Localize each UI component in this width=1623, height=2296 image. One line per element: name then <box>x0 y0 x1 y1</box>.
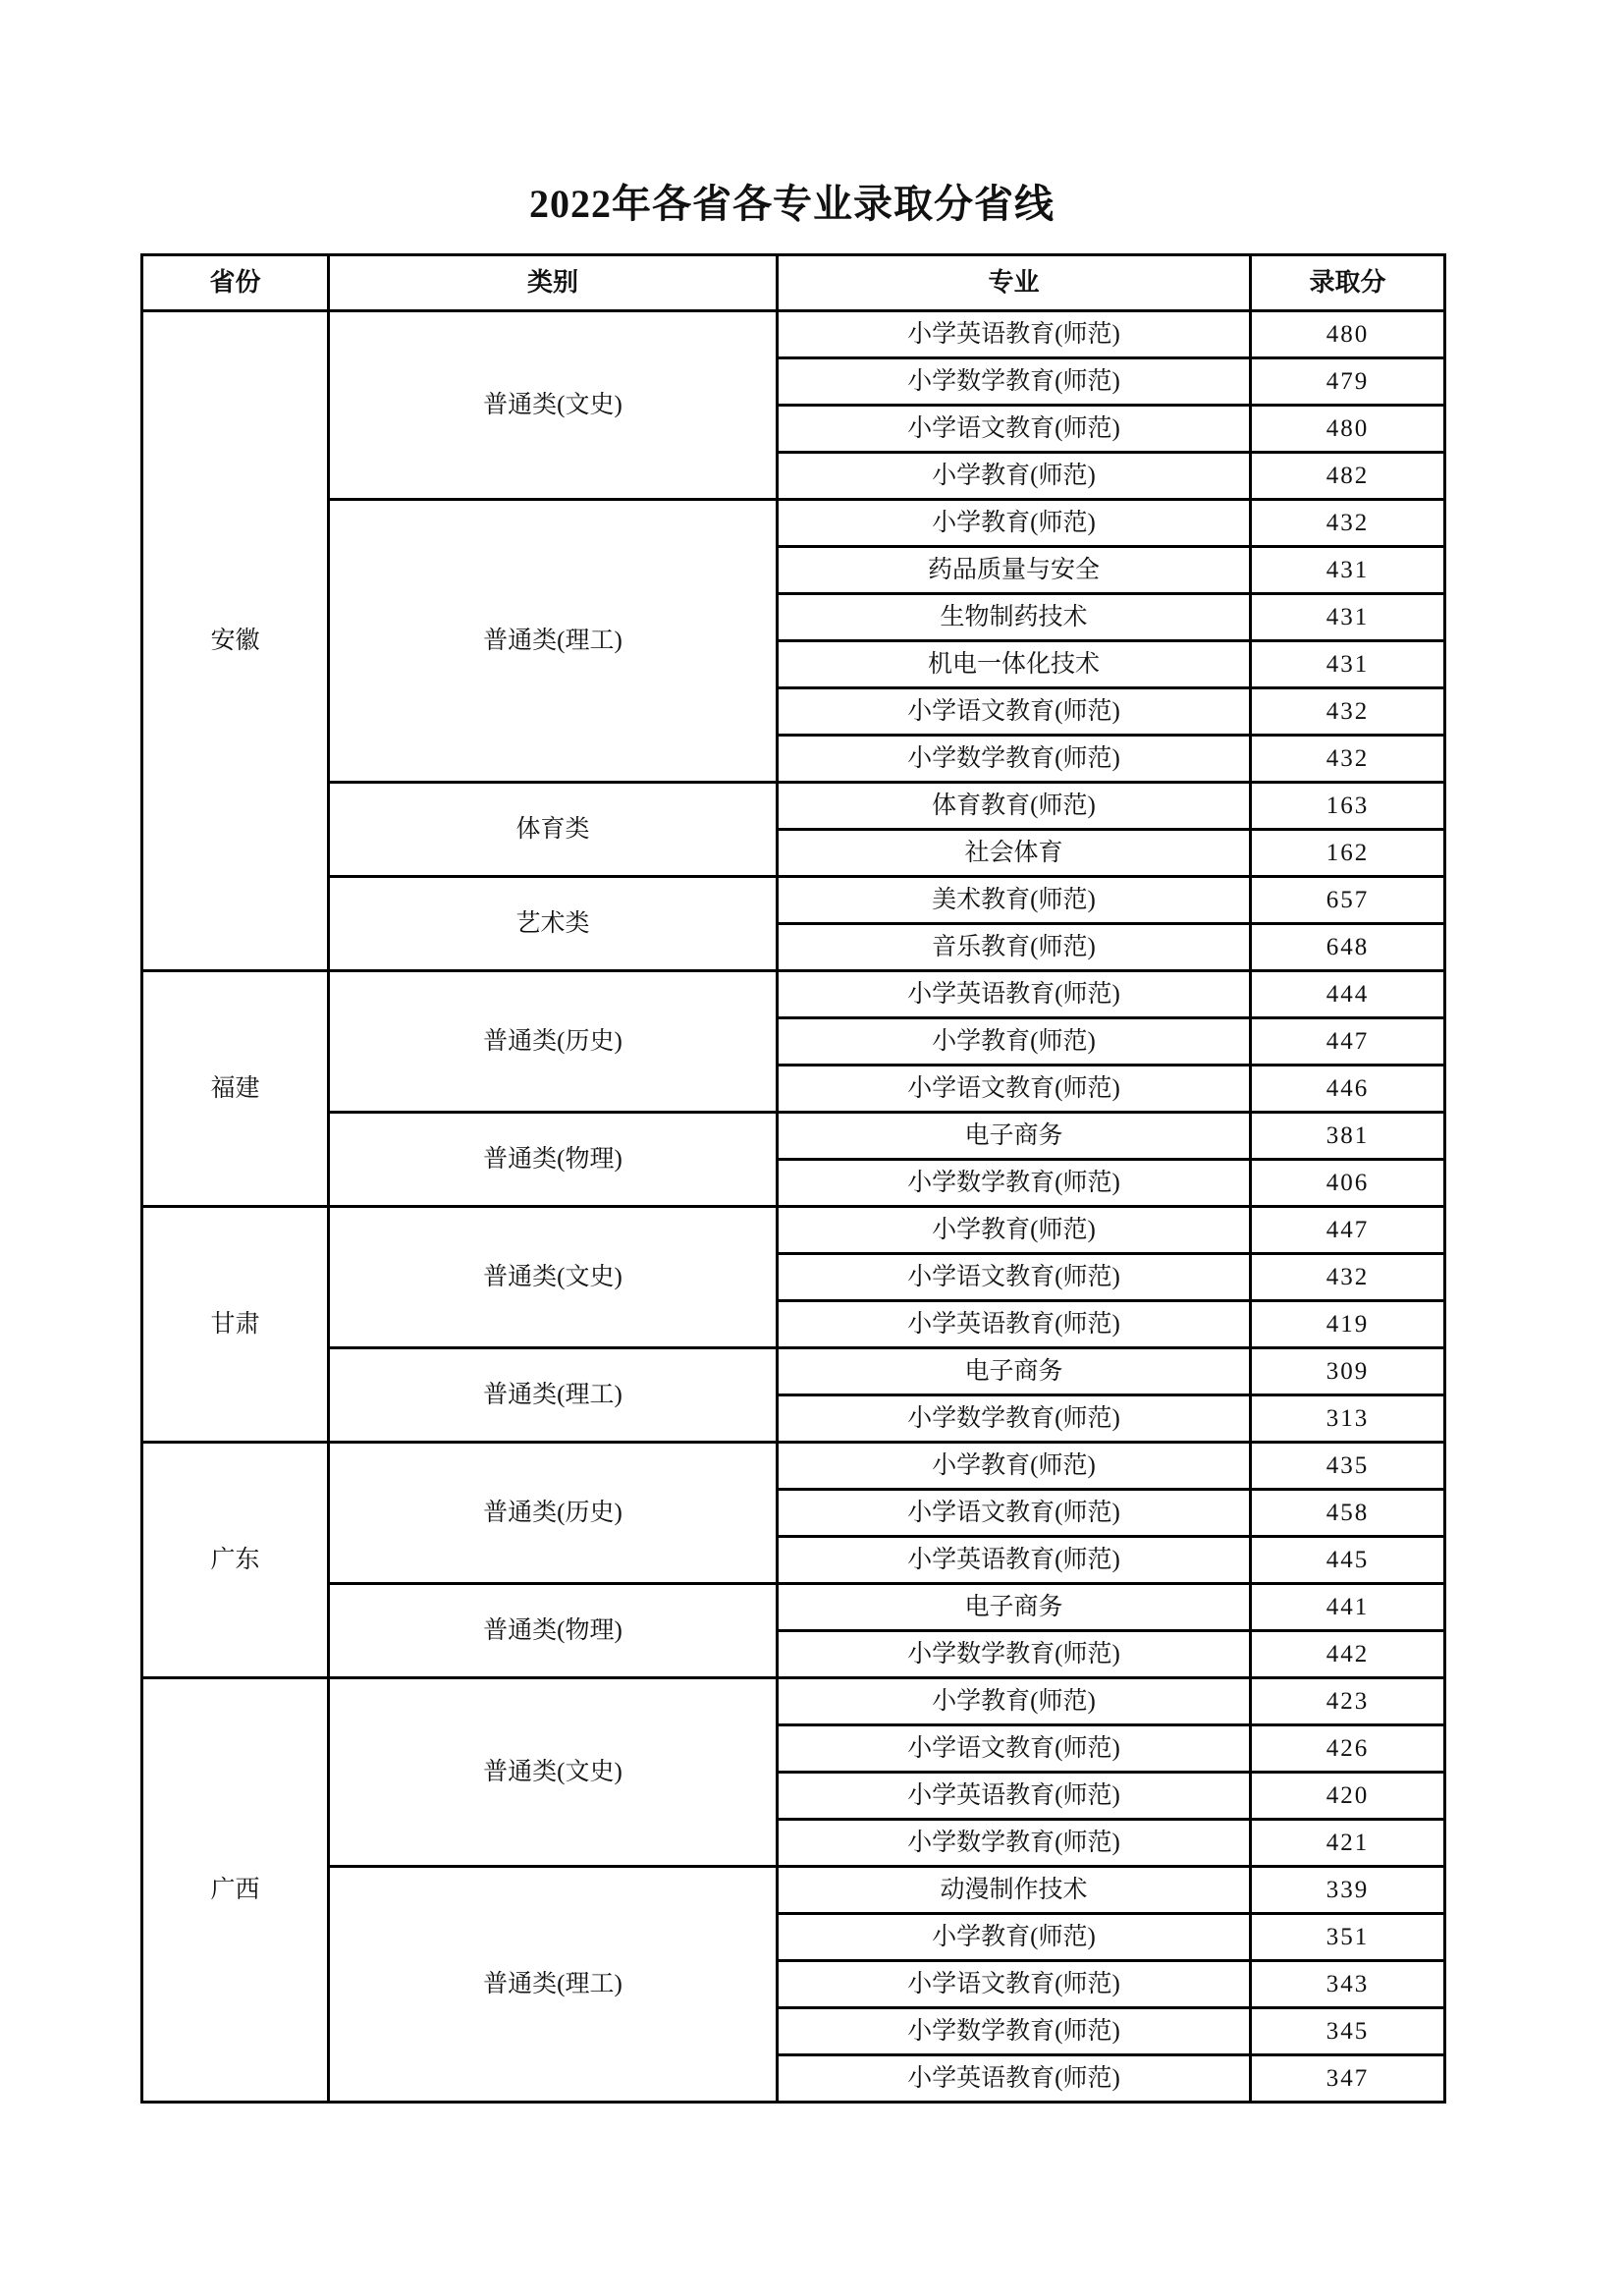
major-cell: 动漫制作技术 <box>778 1867 1251 1914</box>
major-cell: 小学语文教育(师范) <box>778 1066 1251 1113</box>
column-header-major: 专业 <box>778 255 1251 311</box>
major-cell: 电子商务 <box>778 1584 1251 1631</box>
major-cell: 小学教育(师范) <box>778 1443 1251 1490</box>
major-cell: 小学英语教育(师范) <box>778 1773 1251 1820</box>
column-header-province: 省份 <box>142 255 329 311</box>
table-row <box>142 500 1445 547</box>
category-cell: 普通类(理工) <box>329 500 778 783</box>
major-cell: 小学数学教育(师范) <box>778 1820 1251 1867</box>
table-row <box>142 971 1445 1018</box>
major-cell: 小学数学教育(师范) <box>778 1395 1251 1443</box>
score-cell: 432 <box>1251 1254 1445 1301</box>
province-cell: 安徽 <box>142 311 329 971</box>
major-cell: 小学英语教育(师范) <box>778 971 1251 1018</box>
major-cell: 小学语文教育(师范) <box>778 1725 1251 1773</box>
score-cell: 458 <box>1251 1490 1445 1537</box>
score-cell: 426 <box>1251 1725 1445 1773</box>
page-title: 2022年各省各专业录取分省线 <box>529 182 1055 226</box>
score-cell: 435 <box>1251 1443 1445 1490</box>
score-cell: 343 <box>1251 1961 1445 2008</box>
score-cell: 432 <box>1251 736 1445 783</box>
major-cell: 小学语文教育(师范) <box>778 406 1251 453</box>
province-cell: 广东 <box>142 1443 329 1678</box>
table-row <box>142 311 1445 358</box>
score-cell: 406 <box>1251 1160 1445 1207</box>
province-cell: 广西 <box>142 1678 329 2103</box>
major-cell: 小学教育(师范) <box>778 453 1251 500</box>
score-cell: 419 <box>1251 1301 1445 1348</box>
score-cell: 442 <box>1251 1631 1445 1678</box>
table-row <box>142 1113 1445 1160</box>
category-cell: 普通类(理工) <box>329 1867 778 2103</box>
category-cell: 普通类(历史) <box>329 1443 778 1584</box>
score-cell: 423 <box>1251 1678 1445 1725</box>
category-cell: 普通类(文史) <box>329 1207 778 1348</box>
score-cell: 431 <box>1251 641 1445 688</box>
score-cell: 309 <box>1251 1348 1445 1395</box>
table-row <box>142 1207 1445 1254</box>
major-cell: 电子商务 <box>778 1348 1251 1395</box>
major-cell: 小学英语教育(师范) <box>778 311 1251 358</box>
major-cell: 音乐教育(师范) <box>778 924 1251 971</box>
score-cell: 431 <box>1251 594 1445 641</box>
table-header <box>142 255 1445 311</box>
score-cell: 445 <box>1251 1537 1445 1584</box>
score-cell: 657 <box>1251 877 1445 924</box>
category-cell: 艺术类 <box>329 877 778 971</box>
score-cell: 479 <box>1251 358 1445 406</box>
admission-score-table <box>140 253 1446 2104</box>
category-cell: 体育类 <box>329 783 778 877</box>
major-cell: 小学数学教育(师范) <box>778 1160 1251 1207</box>
score-cell: 444 <box>1251 971 1445 1018</box>
province-cell: 甘肃 <box>142 1207 329 1443</box>
score-cell: 482 <box>1251 453 1445 500</box>
score-cell: 345 <box>1251 2008 1445 2055</box>
major-cell: 社会体育 <box>778 830 1251 877</box>
table-row <box>142 1678 1445 1725</box>
major-cell: 小学英语教育(师范) <box>778 1537 1251 1584</box>
category-cell: 普通类(物理) <box>329 1113 778 1207</box>
category-cell: 普通类(理工) <box>329 1348 778 1443</box>
major-cell: 小学数学教育(师范) <box>778 1631 1251 1678</box>
score-cell: 347 <box>1251 2055 1445 2103</box>
major-cell: 小学教育(师范) <box>778 1678 1251 1725</box>
table-row <box>142 783 1445 830</box>
major-cell: 小学语文教育(师范) <box>778 1490 1251 1537</box>
major-cell: 小学数学教育(师范) <box>778 736 1251 783</box>
major-cell: 小学教育(师范) <box>778 1914 1251 1961</box>
score-cell: 432 <box>1251 688 1445 736</box>
major-cell: 小学教育(师范) <box>778 1207 1251 1254</box>
header-row <box>142 255 1445 311</box>
major-cell: 小学语文教育(师范) <box>778 688 1251 736</box>
major-cell: 小学语文教育(师范) <box>778 1254 1251 1301</box>
column-header-category: 类别 <box>329 255 778 311</box>
score-cell: 421 <box>1251 1820 1445 1867</box>
score-cell: 420 <box>1251 1773 1445 1820</box>
major-cell: 小学数学教育(师范) <box>778 358 1251 406</box>
major-cell: 电子商务 <box>778 1113 1251 1160</box>
major-cell: 生物制药技术 <box>778 594 1251 641</box>
major-cell: 小学数学教育(师范) <box>778 2008 1251 2055</box>
score-cell: 432 <box>1251 500 1445 547</box>
score-cell: 351 <box>1251 1914 1445 1961</box>
score-cell: 381 <box>1251 1113 1445 1160</box>
category-cell: 普通类(文史) <box>329 311 778 500</box>
score-cell: 446 <box>1251 1066 1445 1113</box>
table-row <box>142 1584 1445 1631</box>
province-cell: 福建 <box>142 971 329 1207</box>
score-cell: 431 <box>1251 547 1445 594</box>
category-cell: 普通类(物理) <box>329 1584 778 1678</box>
score-cell: 480 <box>1251 406 1445 453</box>
table-row <box>142 1867 1445 1914</box>
major-cell: 小学教育(师范) <box>778 1018 1251 1066</box>
score-cell: 339 <box>1251 1867 1445 1914</box>
score-cell: 480 <box>1251 311 1445 358</box>
score-cell: 163 <box>1251 783 1445 830</box>
score-cell: 447 <box>1251 1207 1445 1254</box>
score-cell: 441 <box>1251 1584 1445 1631</box>
score-cell: 447 <box>1251 1018 1445 1066</box>
table-body <box>142 311 1445 2103</box>
major-cell: 小学英语教育(师范) <box>778 1301 1251 1348</box>
major-cell: 体育教育(师范) <box>778 783 1251 830</box>
table-row <box>142 877 1445 924</box>
major-cell: 小学语文教育(师范) <box>778 1961 1251 2008</box>
category-cell: 普通类(历史) <box>329 971 778 1113</box>
score-cell: 313 <box>1251 1395 1445 1443</box>
score-cell: 648 <box>1251 924 1445 971</box>
table-row <box>142 1348 1445 1395</box>
column-header-score: 录取分 <box>1251 255 1445 311</box>
table-row <box>142 1443 1445 1490</box>
score-cell: 162 <box>1251 830 1445 877</box>
major-cell: 机电一体化技术 <box>778 641 1251 688</box>
major-cell: 小学英语教育(师范) <box>778 2055 1251 2103</box>
major-cell: 美术教育(师范) <box>778 877 1251 924</box>
category-cell: 普通类(文史) <box>329 1678 778 1867</box>
major-cell: 药品质量与安全 <box>778 547 1251 594</box>
major-cell: 小学教育(师范) <box>778 500 1251 547</box>
